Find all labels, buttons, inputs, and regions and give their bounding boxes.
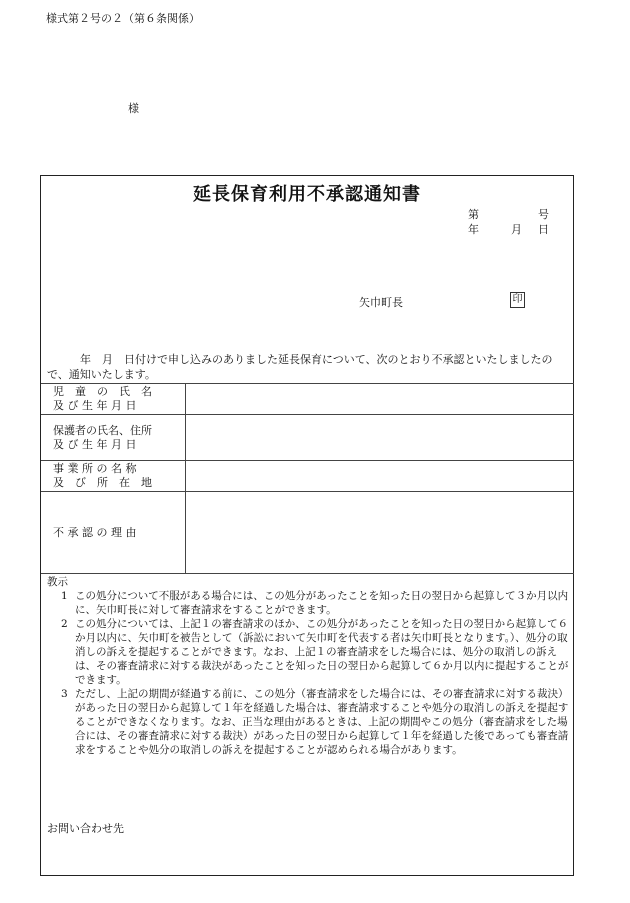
date-day-label: 日 — [538, 223, 549, 236]
note-number: 1 — [61, 590, 68, 602]
note-item — [47, 617, 569, 687]
note-number: 2 — [61, 618, 68, 630]
intro-text: 年 月 日付けで申し込みのありました延長保育について、次のとおり不承認といたしましたので、通知いたします。 — [47, 353, 553, 381]
row-value[interactable] — [186, 415, 575, 461]
row-label-line2: 及 び 生 年 月 日 — [53, 399, 137, 412]
row-label-line1: 不 承 認 の 理 由 — [53, 525, 137, 539]
row-label-line1: 事 業 所 の 名 称 — [53, 462, 137, 475]
date-month-label: 月 — [511, 223, 522, 236]
notes-heading: 教示 — [47, 576, 68, 588]
document-title: 延長保育利用不承認通知書 — [193, 184, 421, 205]
table-row — [41, 461, 574, 492]
table-row — [41, 415, 574, 461]
info-table — [41, 383, 574, 574]
note-number: 3 — [61, 688, 68, 700]
table-row — [41, 384, 574, 415]
row-label — [41, 384, 186, 415]
row-label — [41, 461, 186, 492]
number-label-go: 号 — [538, 208, 549, 221]
contact-label: お問い合わせ先 — [47, 822, 124, 835]
notice-frame — [40, 175, 574, 876]
row-label-line2: 及 び 所 在 地 — [53, 476, 152, 489]
note-item — [47, 589, 569, 617]
addressee-suffix: 様 — [128, 102, 139, 115]
note-item — [47, 687, 569, 757]
row-label-line1: 児 童 の 氏 名 — [53, 385, 152, 398]
table-row — [41, 492, 574, 574]
row-label — [41, 415, 186, 461]
row-value[interactable] — [186, 492, 575, 574]
notes-section — [47, 575, 569, 757]
number-label-first: 第 — [468, 208, 479, 221]
note-text: ただし、上記の期間が経過する前に、この処分（審査請求をした場合には、その審査請求に対する裁決）があった日の翌日から起算して１年を経過した場合は、審査請求することや処分の取消しの訴えを提起することができなくなります。なお、正当な理由があるときは、上記の期間やこの処分（審査請求をした場合には、その審査請求に対する裁決）があった日の翌日から起算して１年を経過した後であっても審査請求をすることや処分の取消しの訴えを提起することが認められる場合があります。 — [75, 688, 569, 756]
seal-mark: 印 — [510, 292, 525, 308]
row-value[interactable] — [186, 461, 575, 492]
issuer-name: 矢巾町長 — [359, 296, 403, 309]
row-label — [41, 492, 186, 574]
form-number-label: 様式第２号の２（第６条関係） — [46, 12, 200, 25]
row-label-line1: 保護者の氏名、住所 — [53, 423, 152, 437]
row-label-line2: 及 び 生 年 月 日 — [53, 437, 137, 451]
date-year-label: 年 — [468, 223, 479, 236]
note-text: この処分について不服がある場合には、この処分があったことを知った日の翌日から起算して３か月以内に、矢巾町長に対して審査請求をすることができます。 — [75, 590, 569, 616]
note-text: この処分については、上記１の審査請求のほか、この処分があったことを知った日の翌日から起算して６か月以内に、矢巾町を被告として（訴訟において矢巾町を代表する者は矢巾町長となります。）、処分の取消しの訴えを提起することができます。なお、上記１の審査請求をした場合には、処分の取消しの訴えは、その審査請求に対する裁決があったことを知った日の翌日から起算して６か月以内に提起することができます。 — [75, 618, 569, 686]
row-value[interactable] — [186, 384, 575, 415]
